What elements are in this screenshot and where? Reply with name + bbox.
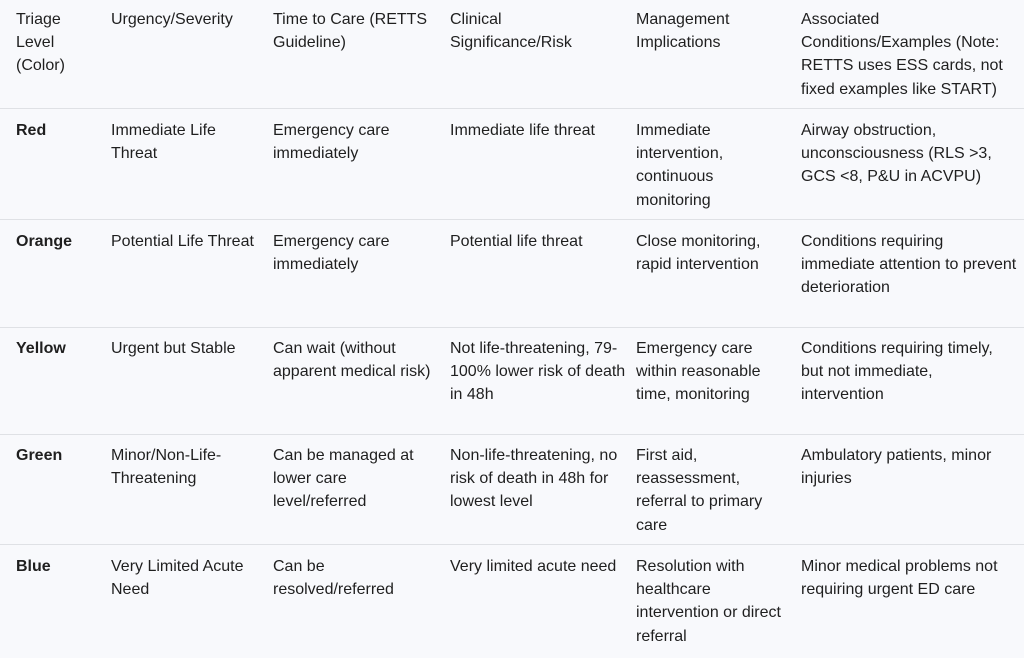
conditions-cell: Ambulatory patients, minor injuries — [801, 447, 992, 488]
urgency-cell: Minor/Non-Life-Threatening — [111, 447, 222, 488]
header-time-to-care: Time to Care (RETTS Guideline) — [273, 11, 428, 52]
urgency-cell: Immediate Life Threat — [111, 122, 216, 163]
risk-cell: Potential life threat — [450, 233, 583, 250]
management-cell: Emergency care within reasonable time, monitoring — [636, 340, 761, 404]
time-cell: Can wait (without apparent medical risk) — [273, 340, 431, 381]
table-row — [0, 436, 1024, 545]
header-urgency: Urgency/Severity — [111, 11, 233, 28]
risk-cell: Non-life-threatening, no risk of death in 48h for lowest level — [450, 447, 618, 511]
time-cell: Can be resolved/referred — [273, 558, 394, 599]
triage-level: Green — [16, 447, 63, 464]
time-cell: Emergency care immediately — [273, 233, 390, 274]
table-row — [0, 111, 1024, 220]
urgency-cell: Urgent but Stable — [111, 340, 236, 357]
table-row — [0, 547, 1024, 658]
risk-cell: Not life-threatening, 79-100% lower risk of death in 48h — [450, 340, 626, 404]
management-cell: Resolution with healthcare intervention or direct referral — [636, 558, 781, 645]
header-clinical-risk: Clinical Significance/Risk — [450, 11, 572, 52]
triage-level: Orange — [16, 233, 73, 250]
triage-level: Yellow — [16, 340, 66, 357]
conditions-cell: Conditions requiring timely, but not immediate, intervention — [801, 340, 993, 404]
conditions-cell: Conditions requiring immediate attention to prevent deterioration — [801, 233, 1017, 297]
header-triage-level: Triage Level (Color) — [16, 11, 65, 75]
triage-level: Blue — [16, 558, 51, 575]
table-row — [0, 222, 1024, 328]
triage-level: Red — [16, 122, 47, 139]
risk-cell: Immediate life threat — [450, 122, 595, 139]
management-cell: Immediate intervention, continuous monitoring — [636, 122, 724, 209]
time-cell: Emergency care immediately — [273, 122, 390, 163]
management-cell: First aid, reassessment, referral to primary care — [636, 447, 763, 534]
table-row — [0, 329, 1024, 435]
time-cell: Can be managed at lower care level/referred — [273, 447, 414, 511]
conditions-cell: Airway obstruction, unconsciousness (RLS >3, GCS <8, P&U in ACVPU) — [801, 122, 992, 186]
header-conditions: Associated Conditions/Examples (Note: RETTS uses ESS cards, not fixed examples like START) — [801, 11, 1003, 98]
urgency-cell: Very Limited Acute Need — [111, 558, 244, 599]
risk-cell: Very limited acute need — [450, 558, 617, 575]
header-management: Management Implications — [636, 11, 730, 52]
management-cell: Close monitoring, rapid intervention — [636, 233, 761, 274]
urgency-cell: Potential Life Threat — [111, 233, 254, 250]
header-row — [0, 0, 1024, 109]
conditions-cell: Minor medical problems not requiring urgent ED care — [801, 558, 998, 599]
